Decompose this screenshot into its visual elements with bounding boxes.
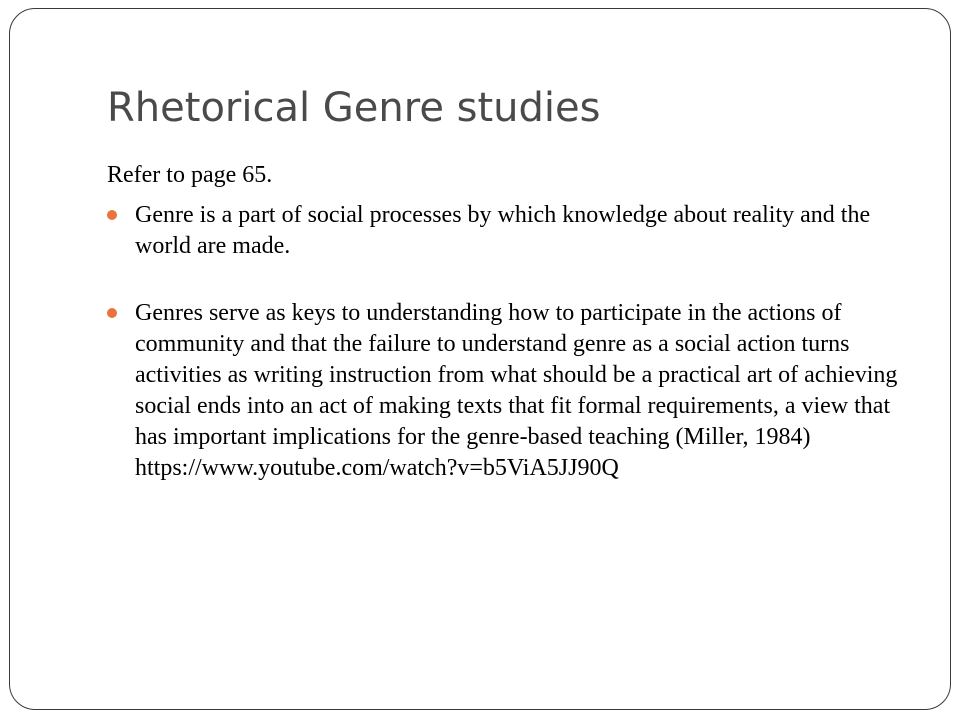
bullet-item [107,298,907,484]
bullet-dot-icon [107,308,117,318]
bullet-list [107,200,907,484]
bullet-dot-icon [107,210,117,220]
intro-text: Refer to page 65. [107,162,273,188]
slide-title: Rhetorical Genre studies [107,85,601,131]
bullet-text: Genres serve as keys to understanding how to participate in the actions of community and that the failure to understand genre as a social action turns activities as writing instruction from what should be a practical art of achieving social ends into an act of making texts that fit formal requirements, a view that has important implications for the genre-based teaching (Miller, 1984) https://www.youtube.com/watch?v=b5ViA5JJ90Q [135,300,898,481]
slide-body [107,160,907,484]
bullet-item [107,200,907,262]
bullet-text: Genre is a part of social processes by which knowledge about reality and the world are made. [135,202,871,259]
